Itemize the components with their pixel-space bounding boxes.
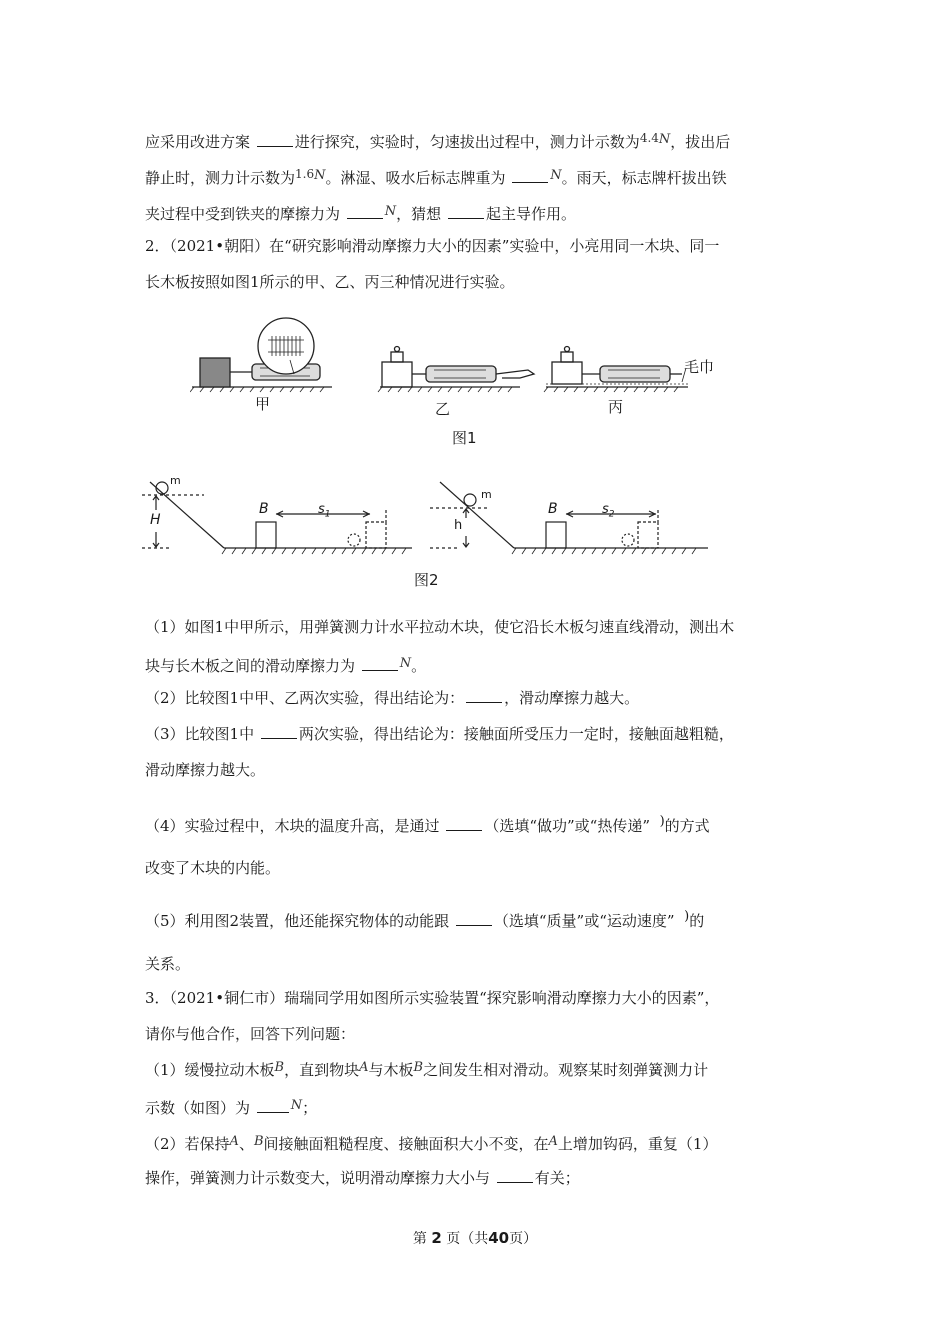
text-line: 滑动摩擦力越大。 [145, 761, 266, 779]
mass-label: m [170, 474, 181, 487]
block-label-B: B [548, 501, 558, 517]
text-line: （2）若保持A、B间接触面粗糙程度、接触面积大小不变，在A上增加钩码，重复（1） [145, 1134, 718, 1153]
height-label-H: H [150, 512, 161, 528]
text-line: 块与长木板之间的滑动摩擦力为 N。 [145, 656, 427, 675]
text-line: 改变了木块的内能。 [145, 859, 281, 877]
page-footer: 第 2 页（共40页） [412, 1229, 538, 1247]
figure-label-jia: 甲 [255, 395, 271, 413]
text-line: （5）利用图2装置，他还能探究物体的动能跟 （选填“质量”或“运动速度” )的 [145, 909, 705, 930]
figure-1-caption: 图1 [452, 429, 477, 447]
figure-2-caption: 图2 [414, 571, 439, 589]
answer-blank [257, 132, 293, 147]
answer-blank [512, 168, 548, 183]
text-line: 夹过程中受到铁夹的摩擦力为 N，猜想 起主导作用。 [145, 204, 576, 223]
text-line: （2）比较图1中甲、乙两次实验，得出结论为： ，滑动摩擦力越大。 [145, 689, 640, 707]
distance-label-s1: $s_1$ [318, 502, 331, 520]
answer-blank [257, 1098, 289, 1113]
question-3-heading: 3．（2021•铜仁市）瑞瑞同学用如图所示实验装置“探究影响滑动摩擦力大小的因素”， [145, 989, 720, 1007]
figure-2-apparatus [140, 470, 720, 575]
text-line: 关系。 [145, 955, 191, 973]
answer-blank [347, 204, 383, 219]
text-line: （3）比较图1中 两次实验，得出结论为：接触面所受压力一定时，接触面越粗糙， [145, 725, 734, 743]
text-line: 操作，弹簧测力计示数变大，说明滑动摩擦力大小与 有关； [145, 1169, 580, 1187]
answer-blank [261, 724, 297, 739]
page-number: 2 [431, 1229, 442, 1247]
answer-blank [497, 1168, 533, 1183]
text-line: 静止时，测力计示数为$^{1.6}$N。淋湿、吸水后标志牌重为 N。雨天，标志牌杆拔出铁 [145, 167, 727, 187]
towel-label: 毛巾 [684, 358, 715, 376]
mass-label: m [481, 488, 492, 501]
text-line: 示数（如图）为 N； [145, 1098, 318, 1117]
figure-label-bing: 丙 [608, 398, 624, 416]
page-total: 40 [488, 1229, 510, 1247]
answer-blank [456, 911, 492, 926]
text-line: 长木板按照如图1所示的甲、乙、丙三种情况进行实验。 [145, 273, 515, 291]
text-line: 应采用改进方案 进行探究，实验时，匀速拔出过程中，测力计示数为$^{4.4}$N，拔出后 [145, 131, 731, 151]
text-line: 请你与他合作，回答下列问题： [145, 1025, 356, 1043]
answer-blank [466, 688, 502, 703]
figure-label-yi: 乙 [435, 400, 451, 418]
answer-blank [448, 204, 484, 219]
answer-blank [362, 656, 398, 671]
text-line: （4）实验过程中，木块的温度升高，是通过 （选填“做功”或“热传递” )的方式 [145, 814, 710, 835]
height-label-h: h [454, 518, 463, 533]
question-2-heading: 2．（2021•朝阳）在“研究影响滑动摩擦力大小的因素”实验中，小亮用同一木块、同一 [145, 237, 720, 255]
distance-label-s2: $s_2$ [602, 502, 615, 520]
text-line: （1）如图1中甲所示，用弹簧测力计水平拉动木块，使它沿长木板匀速直线滑动，测出木 [145, 618, 735, 636]
text-line: （1）缓慢拉动木板B，直到物块A与木板B之间发生相对滑动。观察某时刻弹簧测力计 [145, 1060, 709, 1079]
answer-blank [446, 816, 482, 831]
block-label-B: B [259, 501, 269, 517]
